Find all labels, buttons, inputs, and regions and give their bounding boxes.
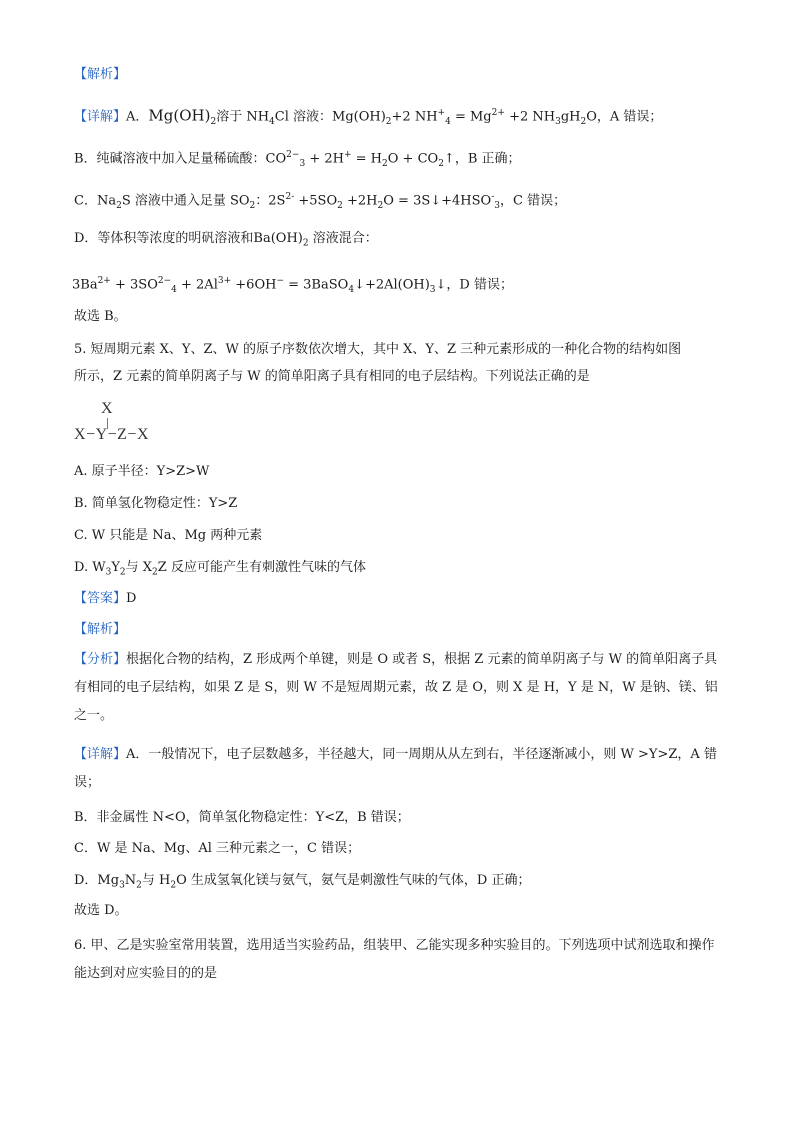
- text: C．Na: [74, 193, 117, 209]
- text: 与 H: [141, 873, 171, 888]
- q5-option-b: B. 简单氢化物稳定性：Y>Z: [74, 496, 238, 511]
- text: O 生成氢氧化镁与氨气，氨气是刺激性气味的气体，D 正确；: [176, 873, 531, 888]
- text: 溶液混合：: [312, 231, 378, 246]
- structure-top-atom: X: [101, 400, 113, 417]
- text: + 3SO: [115, 277, 158, 293]
- text: = 3BaSO: [288, 277, 349, 293]
- text: 3Ba: [72, 277, 98, 293]
- text: D. W: [74, 560, 106, 575]
- detail-tag: 【详解】: [74, 109, 127, 125]
- text: ↓，D 错误；: [435, 277, 513, 293]
- conclusion-b: 故选 B。: [74, 309, 127, 324]
- text: D．等体积等浓度的明矾溶液和Ba(OH): [74, 231, 303, 246]
- q6-stem: 6. 甲、乙是实验室常用装置，选用适当实验药品，组装甲、乙能实现多种实验目的。下列选项中试剂选取和操作能达到对应实验目的的是: [74, 938, 715, 981]
- text: 溶于 NH: [216, 109, 270, 125]
- q5-stem-line1: 5. 短周期元素 X、Y、Z、W 的原子序数依次增大，其中 X、Y、Z 三种元素形成的一种化合物的结构如图: [74, 342, 682, 357]
- q5-option-c: C. W 只能是 Na、Mg 两种元素: [74, 528, 263, 543]
- compound-structure: [74, 402, 184, 446]
- q5-detail-c: C．W 是 Na、Mg、Al 三种元素之一，C 错误；: [74, 841, 361, 856]
- text: Cl 溶液：Mg(OH): [274, 109, 386, 125]
- q5-answer: [74, 590, 136, 608]
- text: gH: [560, 109, 581, 125]
- q5-fenxi: [74, 646, 724, 730]
- answer-value: D: [126, 591, 137, 606]
- text: ↑，B 正确；: [443, 151, 521, 167]
- answer-tag: 【答案】: [74, 591, 127, 606]
- text: ↓+2Al(OH): [354, 277, 430, 293]
- text: +2 NH: [509, 109, 556, 125]
- text: = Mg: [454, 109, 492, 125]
- text: N: [124, 873, 137, 888]
- text: 与 X: [125, 560, 153, 575]
- detail-d-equation: $3Ba^{2+} + 3SO^{2-}_4 + 2Al^{3+} +6OH^-$ = $3BaSO_4↓+2Al(OH)_3↓$，D 错误；: [72, 276, 513, 295]
- text: +5SO: [298, 193, 338, 209]
- text: Z 反应可能产生有刺激性气味的气体: [157, 560, 366, 575]
- analysis-heading: 【解析】: [74, 67, 127, 82]
- q5-stem-line2: 所示，Z 元素的简单阴离子与 W 的简单阳离子具有相同的电子层结构。下列说法正确的是: [74, 369, 590, 384]
- text: +6OH: [235, 277, 277, 293]
- detail-d-line: D．等体积等浓度的明矾溶液和$Ba(OH)_2$ 溶液混合：: [74, 231, 378, 249]
- text: +2 NH: [391, 109, 438, 125]
- detail-c-line: C．$Na_2S$ 溶液中通入足量 $SO_2$：$2S^{2-} +5SO_2 +2H_2O$ = $3S↓+4HSO^-_3$，C 错误；: [74, 192, 567, 211]
- q5-detail-b: B．非金属性 N<O，简单氢化物稳定性：Y<Z，B 错误；: [74, 810, 410, 825]
- structure-chain: X−Y−Z−X: [74, 426, 150, 443]
- q5-detail-a: [74, 741, 724, 797]
- text: Y: [111, 560, 120, 575]
- q5-option-a: A. 原子半径：Y>Z>W: [74, 464, 210, 479]
- q5-option-d: D. $W_3Y_2$与 $X_2Z$ 反应可能产生有刺激性气味的气体: [74, 560, 366, 578]
- text: O = 3S↓+4HSO: [383, 193, 492, 209]
- detail-b-line: B．纯碱溶液中加入足量稀硫酸：$CO^{2-}_3 + 2H^+ = H_2O$ + $CO_2↑$，B 正确；: [74, 150, 521, 169]
- text: + 2Al: [181, 277, 218, 293]
- text: + 2H: [309, 151, 344, 167]
- formula: Mg(OH): [148, 106, 211, 125]
- text: B．纯碱溶液中加入足量稀硫酸：CO: [74, 151, 287, 167]
- text: = H: [355, 151, 383, 167]
- detail-tag: 【详解】: [74, 747, 127, 762]
- text: S 溶液中通入足量 SO: [121, 193, 250, 209]
- text: ，C 错误；: [499, 193, 567, 209]
- text: ：2S: [255, 193, 286, 209]
- q5-conclusion: 故选 D。: [74, 903, 128, 918]
- q5-detail-d: D．$Mg_3N_2$与 $H_2O$ 生成氢氧化镁与氨气，氨气是刺激性气味的气体，D 正确；: [74, 873, 531, 891]
- text: O + CO: [387, 151, 439, 167]
- option-letter: A．: [126, 109, 149, 125]
- text: D．Mg: [74, 873, 120, 888]
- fenxi-text: 根据化合物的结构，Z 形成两个单键，则是 O 或者 S，根据 Z 元素的简单阴离子与 W 的简单阳离子具有相同的电子层结构，如果 Z 是 S，则 W 不是短周期元素，故 Z 是 O，则 X 是 H，Y 是 N，W 是钠、镁、铝之一。: [74, 652, 718, 723]
- fenxi-tag: 【分析】: [74, 652, 127, 667]
- q5-analysis-heading: 【解析】: [74, 622, 127, 637]
- detail-a-text: A．一般情况下，电子层数越多，半径越大，同一周期从从左到右，半径逐渐减小，则 W >Y>Z，A 错误；: [74, 747, 717, 790]
- text: +2H: [347, 193, 378, 209]
- text: O，A 错误；: [586, 109, 663, 125]
- detail-a-line: 【详解】A．$Mg(OH)_2$溶于 $NH_4Cl$ 溶液：$Mg(OH)_2+2$ $NH^+_4 = Mg^{2+} +2$ $NH_3gH_2O$，A 错误；: [74, 106, 663, 127]
